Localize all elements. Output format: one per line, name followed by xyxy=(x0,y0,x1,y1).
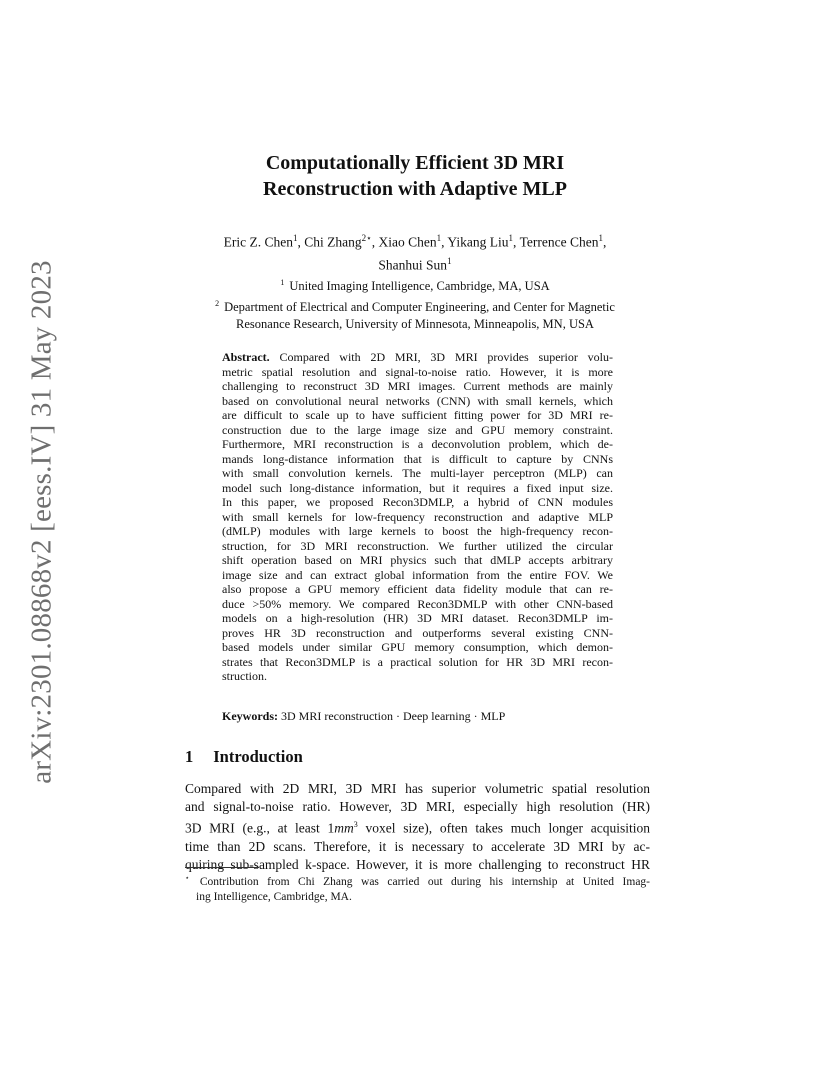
abstract-line: strates that Recon3DMLP is a practical solution for HR 3D MRI recon- xyxy=(222,654,613,669)
abstract-line: with small kernels for low-frequency reconstruction and adaptive MLP xyxy=(222,509,613,524)
section-heading xyxy=(185,747,303,767)
abstract-line: models on a high-resolution (HR) 3D MRI dataset. Recon3DMLP im- xyxy=(222,611,613,625)
abstract-line: mands long-distance information that is difficult to capture by CNNs xyxy=(222,451,613,466)
title-line-1: Computationally Efficient 3D MRI xyxy=(265,152,565,174)
author-affiliation-mark: 2⋆ xyxy=(361,233,372,243)
title-line-2: Reconstruction with Adaptive MLP xyxy=(263,178,567,200)
abstract-line: shift operation based on MRI physics such that dMLP accepts arbitrary xyxy=(222,553,613,567)
keywords-heading: Keywords: xyxy=(222,709,278,723)
abstract-line: struction, for 3D MRI reconstruction. We further utilized the circular xyxy=(222,538,613,553)
section-title: Introduction xyxy=(213,747,303,766)
abstract-line: based on convolutional neural networks (CNN) with small kernels, which xyxy=(222,393,613,408)
footnote-marker: ⋆ xyxy=(185,874,190,882)
abstract-line: construction due to the large image size and GPU memory constraint. xyxy=(222,422,613,437)
keywords-text: 3D MRI reconstruction · Deep learning · MLP xyxy=(281,709,506,723)
abstract-line: image size and can extract global information from the entire FOV. We xyxy=(222,567,613,582)
author-name: Yikang Liu xyxy=(447,234,509,250)
abstract xyxy=(222,350,613,684)
author-name: Terrence Chen xyxy=(519,234,599,250)
author-name: Shanhui Sun xyxy=(378,257,448,272)
author-list xyxy=(150,229,680,274)
abstract-line: metric spatial resolution and signal-to-noise ratio. However, it is more xyxy=(222,364,613,379)
body-line: and signal-to-noise ratio. However, 3D MRI, especially high resolution (HR) xyxy=(185,799,650,814)
abstract-line: duce >50% memory. We compared Recon3DMLP with other CNN-based xyxy=(222,596,613,611)
keywords xyxy=(222,709,613,724)
abstract-line: also propose a GPU memory efficient data fidelity module that can re- xyxy=(222,582,613,596)
arxiv-identifier: arXiv:2301.08868v2 [eess.IV] 31 May 2023 xyxy=(25,260,58,784)
affiliation-1: $^1$ United Imaging Intelligence, Cambridge, MA, USA xyxy=(280,278,550,294)
author-line-2 xyxy=(150,252,680,275)
abstract-heading: Abstract. xyxy=(222,350,270,364)
paper-title xyxy=(150,150,680,202)
abstract-line: (dMLP) modules with large kernels to boost the high-frequency recon- xyxy=(222,524,613,538)
abstract-line: are difficult to scale up to have sufficient fitting power for 3D MRI re- xyxy=(222,408,613,422)
author-affiliation-mark: 1 xyxy=(447,255,452,266)
body-line: quiring sub-sampled k-space. However, it is more challenging to reconstruct HR xyxy=(185,856,650,872)
abstract-line: proves HR 3D reconstruction and outperforms several existing CNN- xyxy=(222,625,613,640)
author-name: Xiao Chen xyxy=(378,234,437,250)
abstract-line: challenging to reconstruct 3D MRI images. Current methods are mainly xyxy=(222,379,613,393)
abstract-line: model such long-distance information, but it requires a fixed input size. xyxy=(222,480,613,495)
section-number: 1 xyxy=(185,747,194,766)
author-line-1: Eric Z. Chen$^1$, Chi Zhang$^{2⋆}$, Xiao Chen$^1$, Yikang Liu$^1$, Terrence Chen$^1$, xyxy=(223,233,607,250)
intro-paragraph xyxy=(185,780,650,874)
author-affiliation-mark: 1 xyxy=(436,233,442,243)
affiliation-2-continued: Resonance Research, University of Minnesota, Minneapolis, MN, USA xyxy=(236,317,594,332)
abstract-line: Abstract. Compared with 2D MRI, 3D MRI provides superior volu- xyxy=(222,350,613,364)
abstract-line: struction. xyxy=(222,669,267,683)
footnote xyxy=(185,871,650,905)
author-name: Eric Z. Chen xyxy=(223,234,294,250)
footnote-line: ⋆ Contribution from Chi Zhang was carried out during his internship at United Imag- xyxy=(185,874,650,888)
body-line: Compared with 2D MRI, 3D MRI has superior volumetric spatial resolution xyxy=(185,781,650,796)
author-affiliation-mark: 1 xyxy=(293,233,298,243)
body-line: time than 2D scans. Therefore, it is necessary to accelerate 3D MRI by ac- xyxy=(185,838,650,854)
affiliations xyxy=(150,274,680,333)
body-line: 3D MRI (e.g., at least $1mm^3$ voxel size), often takes much longer acquisition xyxy=(185,820,650,836)
footnote-rule xyxy=(185,867,259,868)
footnote-line: ing Intelligence, Cambridge, MA. xyxy=(196,890,352,903)
abstract-line: In this paper, we proposed Recon3DMLP, a hybrid of CNN modules xyxy=(222,495,613,509)
affiliation-2: $^2$ Department of Electrical and Computer Engineering, and Center for Magnetic xyxy=(215,299,615,315)
author-affiliation-mark: 1 xyxy=(508,233,514,243)
abstract-line: with small convolution kernels. The multi-layer perceptron (MLP) can xyxy=(222,466,613,480)
author-name: Chi Zhang xyxy=(304,234,362,250)
author-affiliation-mark: 1 xyxy=(598,233,603,243)
abstract-line: Furthermore, MRI reconstruction is a deconvolution problem, which de- xyxy=(222,437,613,451)
abstract-line: based models under similar GPU memory consumption, which demon- xyxy=(222,640,613,654)
